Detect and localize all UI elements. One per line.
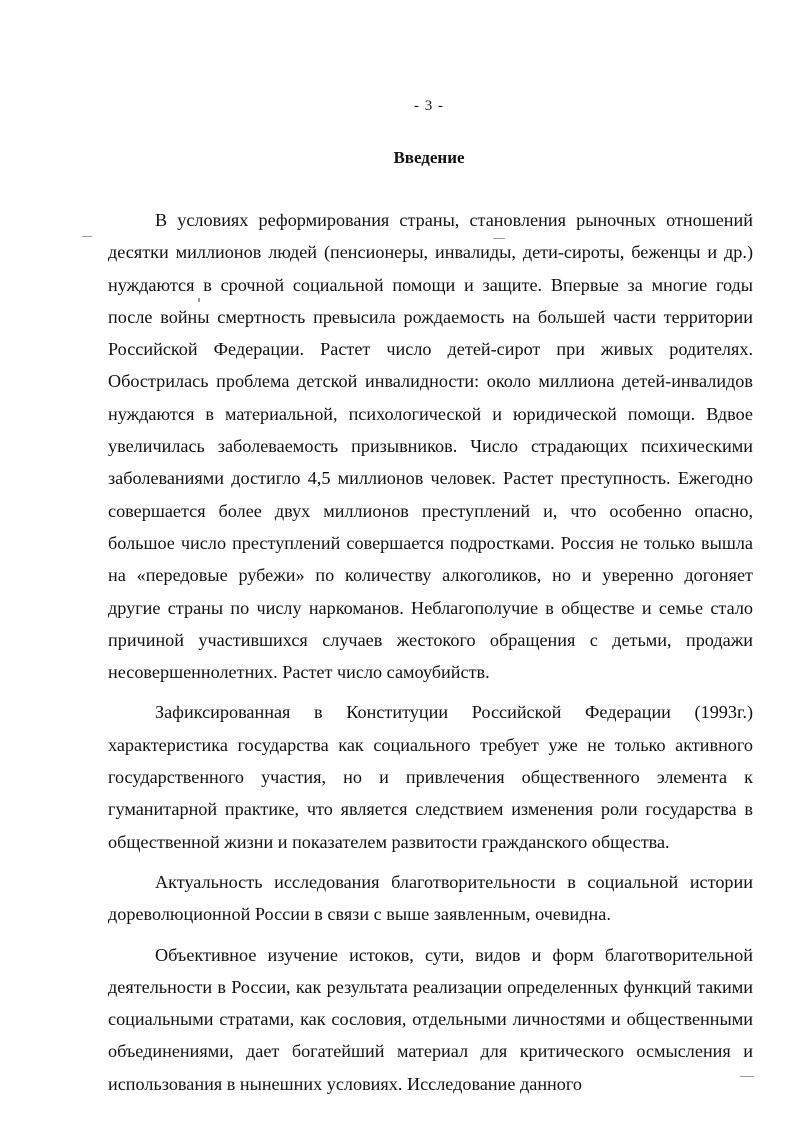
paragraph: Объективное изучение истоков, сути, видов и форм благотворительной деятельности в России, как результата реализации определенных функций такими социальными стратами, как сословия, отдельными личностями и общественными объединениями, дает богатейший материал для критического осмысления и использования в нынешних условиях. Исследование данного [108, 944, 753, 1094]
scan-artifact [493, 238, 505, 239]
paragraph: Актуальность исследования благотворительности в социальной истории дореволюционной России в связи с выше заявленным, очевидна. [108, 871, 753, 925]
page-title: Введение [393, 148, 465, 167]
paragraph: В условиях реформирования страны, становления рыночных отношений десятки миллионов людей (пенсионеры, инвалиды, дети-сироты, беженцы и др.) нуждаются в срочной социальной помощи и защите. Впервые за многие годы после войны смертность превысила рождаемость на большей части территории Российской Федерации. Растет число детей-сирот при живых родителях. Обострилась проблема детской инвалидности: около миллиона детей-инвалидов нуждаются в материальной, психологической и юридической помощи. Вдвое увеличилась заболеваемость призывников. Число страдающих психическими заболеваниями достигло 4,5 миллионов человек. Растет преступность. Ежегодно совершается более двух миллионов преступлений и, что особенно опасно, большое число преступлений совершается подростками. Россия не только вышла на «передовые рубежи» по количеству алкоголиков, но и уверенно догоняет другие страны по числу наркоманов. Неблагополучие в обществе и семье стало причиной участившихся случаев жестокого обращения с детьми, продажи несовершеннолетних. Растет число самоубийств. [108, 210, 753, 683]
scan-artifact [198, 298, 200, 302]
scan-artifact [82, 236, 92, 237]
body-text [108, 204, 753, 1100]
page-number: - 3 - [414, 98, 444, 114]
paragraph: Зафиксированная в Конституции Российской Федерации (1993г.) характеристика государства как социального требует уже не только активного государственного участия, но и привлечения общественного элемента к гуманитарной практике, что является следствием изменения роли государства в общественной жизни и показателем развитости гражданского общества. [108, 702, 753, 852]
scan-artifact [740, 1076, 754, 1077]
